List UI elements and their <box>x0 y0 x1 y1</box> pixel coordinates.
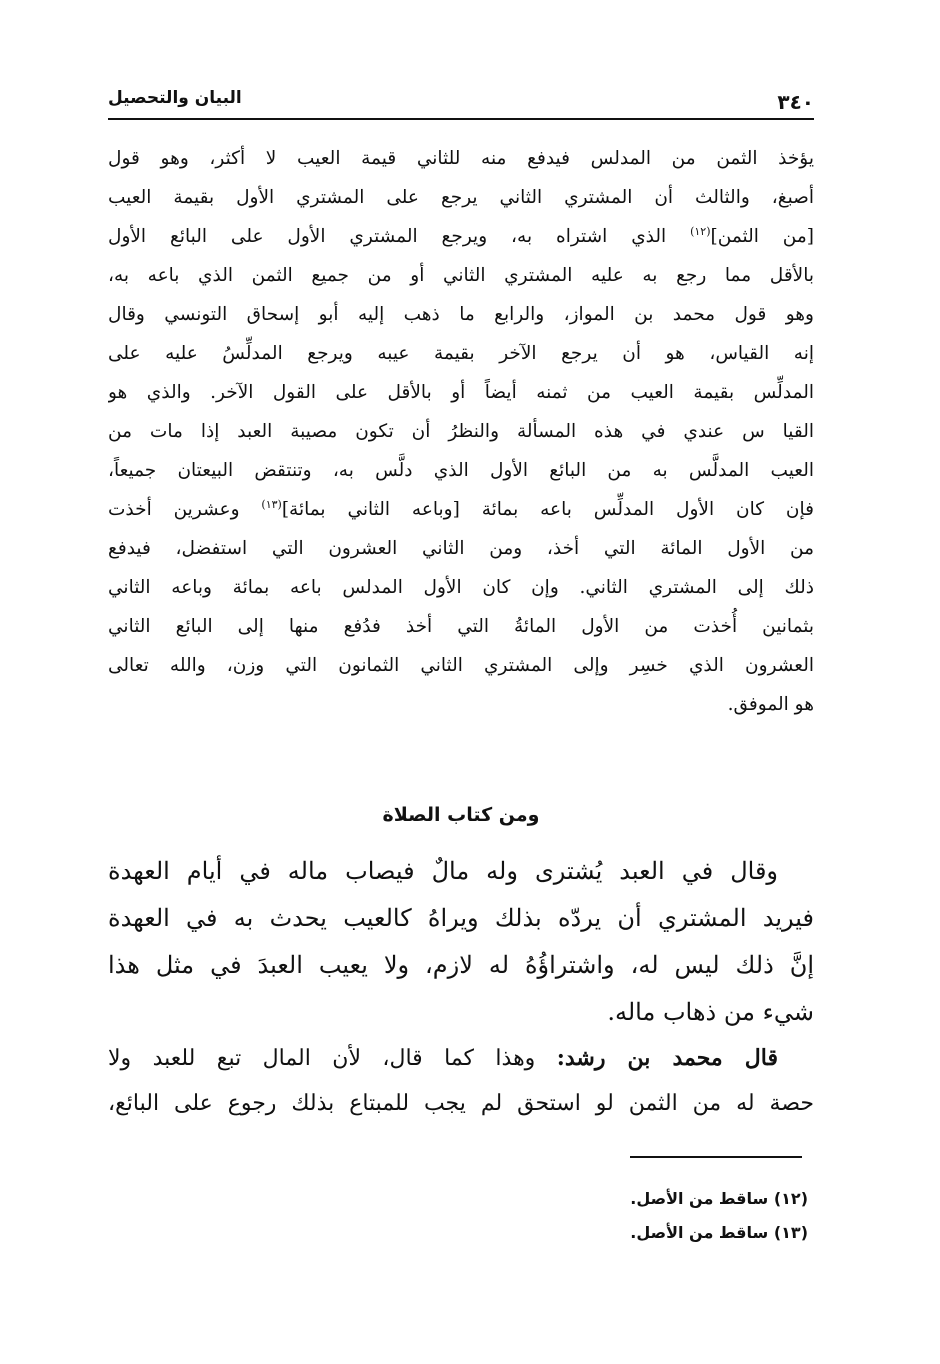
text-line: وهو قول محمد بن المواز، والرابع ما ذهب إليه أبو إسحاق التونسي وقال <box>108 304 814 325</box>
footnotes <box>420 1182 808 1250</box>
footnote-13: (١٣) ساقط من الأصل. <box>630 1223 808 1242</box>
matn-paragraph <box>108 848 814 1036</box>
footnote-divider <box>630 1156 802 1158</box>
footnote-ref-13: (١٣) <box>261 497 282 511</box>
section-heading: ومن كتاب الصلاة <box>382 804 540 826</box>
book-title: البيان والتحصيل <box>108 88 242 108</box>
text-line: العشرون الذي خسِر وإلى المشتري الثاني الثمانون التي وزن، والله تعالى <box>108 655 814 676</box>
footnote-ref-12: (١٢) <box>690 224 711 238</box>
text-line: إنَّ ذلك ليس له، واشتراؤُهُ له لازم، ولا يعيب العبدَ في مثل هذا <box>108 951 814 979</box>
text-line: وقال في العبد يُشترى وله مالٌ فيصاب ماله في أيام العهدة <box>108 857 779 885</box>
text-line: إنه القياس، هو أن يرجع الآخر بقيمة عيبه ويرجع المدلِّسُ عليه على <box>108 343 814 364</box>
bracketed-insertion: فإن كان الأول المدلِّس باعه بمائة [وباعه الثاني بمائة] <box>281 499 814 520</box>
text-line: المدلِّس بقيمة العيب من ثمنه أيضاً أو بالأقل على القول الآخر. والذي هو <box>108 382 814 403</box>
text-line: أصبغ، والثالث أن المشتري الثاني يرجع على المشتري الأول بقيمة العيب <box>108 187 814 208</box>
text-line <box>108 490 814 529</box>
text-line: من الأول المائة التي أخذ، ومن الثاني العشرون التي استفضل، فيدفع <box>108 538 814 559</box>
line-continuation: وهذا كما قال، لأن المال تبع للعبد ولا <box>108 1046 557 1071</box>
page-number: ٣٤٠ <box>777 90 814 114</box>
commentary-start <box>108 1036 814 1126</box>
running-header <box>108 88 814 120</box>
text-line: فيريد المشتري أن يردّه بذلك ويراهُ كالعيب يحدث به في العهدة <box>108 904 814 932</box>
bracketed-insertion: [من الثمن] <box>710 226 814 247</box>
commentary-label: قال محمد بن رشد: <box>556 1045 778 1071</box>
line-continuation: وعشرين أخذت <box>108 499 262 520</box>
text-line: يؤخذ الثمن من المدلس فيدفع منه للثاني قيمة العيب لا أكثر، وهو قول <box>108 148 814 169</box>
text-line: هو الموفق. <box>727 694 814 715</box>
footnote-12: (١٢) ساقط من الأصل. <box>630 1189 808 1208</box>
text-line <box>108 1036 814 1081</box>
text-line: ذلك إلى المشتري الثاني. وإن كان الأول المدلس باعه بمائة وباعه الثاني <box>108 577 814 598</box>
text-line: حصة له من الثمن لو استحق لم يجب للمبتاع بذلك رجوع على البائع، <box>108 1091 814 1116</box>
text-line: شيء من ذهاب ماله. <box>607 998 814 1026</box>
text-line: بثمانين أُخذت من الأول المائةُ التي أخذ فدُفع منها إلى البائع الثاني <box>108 616 814 637</box>
text-line: العيب المدلَّس به من البائع الأول الذي دلَّس به، وتنتقض البيعتان جميعاً، <box>108 460 814 481</box>
line-continuation: الذي اشتراه به، ويرجع المشتري الأول على البائع الأول <box>108 226 691 247</box>
text-line: بالأقل مما رجع به عليه المشتري الثاني أو من جميع الثمن الذي باعه به، <box>108 265 814 286</box>
text-line <box>108 217 814 256</box>
commentary-paragraph <box>108 139 814 724</box>
text-line: القيا س عندي في هذه المسألة والنظرُ أن تكون مصيبة العبد إذا مات من <box>108 421 814 442</box>
